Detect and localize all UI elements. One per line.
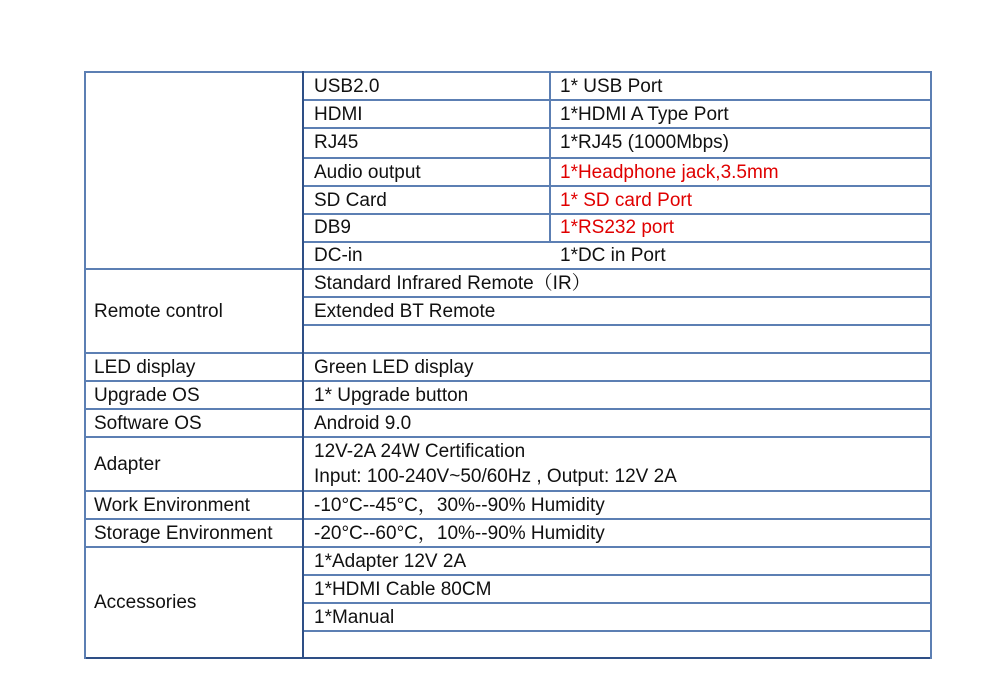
row-divider bbox=[304, 574, 932, 576]
storage-environment-value: -20°C--60°C，10%--90% Humidity bbox=[314, 523, 605, 544]
adapter-label: Adapter bbox=[94, 454, 161, 475]
row-divider bbox=[84, 546, 932, 548]
port-name: DC-in bbox=[314, 245, 363, 266]
port-value-highlight: 1* SD card Port bbox=[560, 190, 692, 211]
accessory-item: 1*HDMI Cable 80CM bbox=[314, 579, 492, 600]
remote-item: Extended BT Remote bbox=[314, 301, 496, 322]
row-divider bbox=[304, 324, 932, 326]
row-divider bbox=[304, 127, 932, 129]
table-bottom-border bbox=[84, 657, 932, 659]
row-divider bbox=[84, 352, 932, 354]
row-divider bbox=[304, 213, 932, 215]
upgrade-os-value: 1* Upgrade button bbox=[314, 385, 469, 406]
row-divider bbox=[304, 630, 932, 632]
row-divider bbox=[84, 408, 932, 410]
accessories-label: Accessories bbox=[94, 592, 197, 613]
accessory-item: 1*Manual bbox=[314, 607, 395, 628]
row-divider bbox=[304, 99, 932, 101]
table-right-border bbox=[930, 71, 932, 659]
port-value-highlight: 1*Headphone jack,3.5mm bbox=[560, 162, 779, 183]
led-display-label: LED display bbox=[94, 357, 196, 378]
port-value: 1*DC in Port bbox=[560, 245, 666, 266]
row-divider bbox=[304, 602, 932, 604]
row-divider bbox=[304, 185, 932, 187]
port-name: SD Card bbox=[314, 190, 387, 211]
remote-control-label: Remote control bbox=[94, 301, 223, 322]
row-divider bbox=[304, 296, 932, 298]
accessory-item: 1*Adapter 12V 2A bbox=[314, 551, 467, 572]
row-divider bbox=[304, 241, 932, 243]
row-divider bbox=[84, 518, 932, 520]
software-os-value: Android 9.0 bbox=[314, 413, 412, 434]
port-name: HDMI bbox=[314, 104, 363, 125]
port-name: USB2.0 bbox=[314, 76, 380, 97]
column-divider bbox=[549, 71, 551, 243]
port-value: 1*RJ45 (1000Mbps) bbox=[560, 132, 729, 153]
work-environment-label: Work Environment bbox=[94, 495, 250, 516]
port-value: 1*HDMI A Type Port bbox=[560, 104, 729, 125]
port-value-highlight: 1*RS232 port bbox=[560, 217, 675, 238]
row-divider bbox=[84, 268, 932, 270]
column-divider bbox=[302, 71, 304, 659]
port-name: DB9 bbox=[314, 217, 351, 238]
remote-item: Standard Infrared Remote（IR） bbox=[314, 273, 591, 294]
table-left-border bbox=[84, 71, 86, 659]
row-divider bbox=[304, 157, 932, 159]
row-divider bbox=[84, 71, 932, 73]
adapter-input-output: Input: 100-240V~50/60Hz , Output: 12V 2A bbox=[314, 466, 677, 487]
upgrade-os-label: Upgrade OS bbox=[94, 385, 200, 406]
row-divider bbox=[84, 380, 932, 382]
port-value: 1* USB Port bbox=[560, 76, 663, 97]
work-environment-value: -10°C--45°C，30%--90% Humidity bbox=[314, 495, 605, 516]
led-display-value: Green LED display bbox=[314, 357, 474, 378]
storage-environment-label: Storage Environment bbox=[94, 523, 273, 544]
row-divider bbox=[84, 490, 932, 492]
software-os-label: Software OS bbox=[94, 413, 202, 434]
row-divider bbox=[84, 436, 932, 438]
port-name: Audio output bbox=[314, 162, 421, 183]
adapter-certification: 12V-2A 24W Certification bbox=[314, 441, 526, 462]
port-name: RJ45 bbox=[314, 132, 359, 153]
